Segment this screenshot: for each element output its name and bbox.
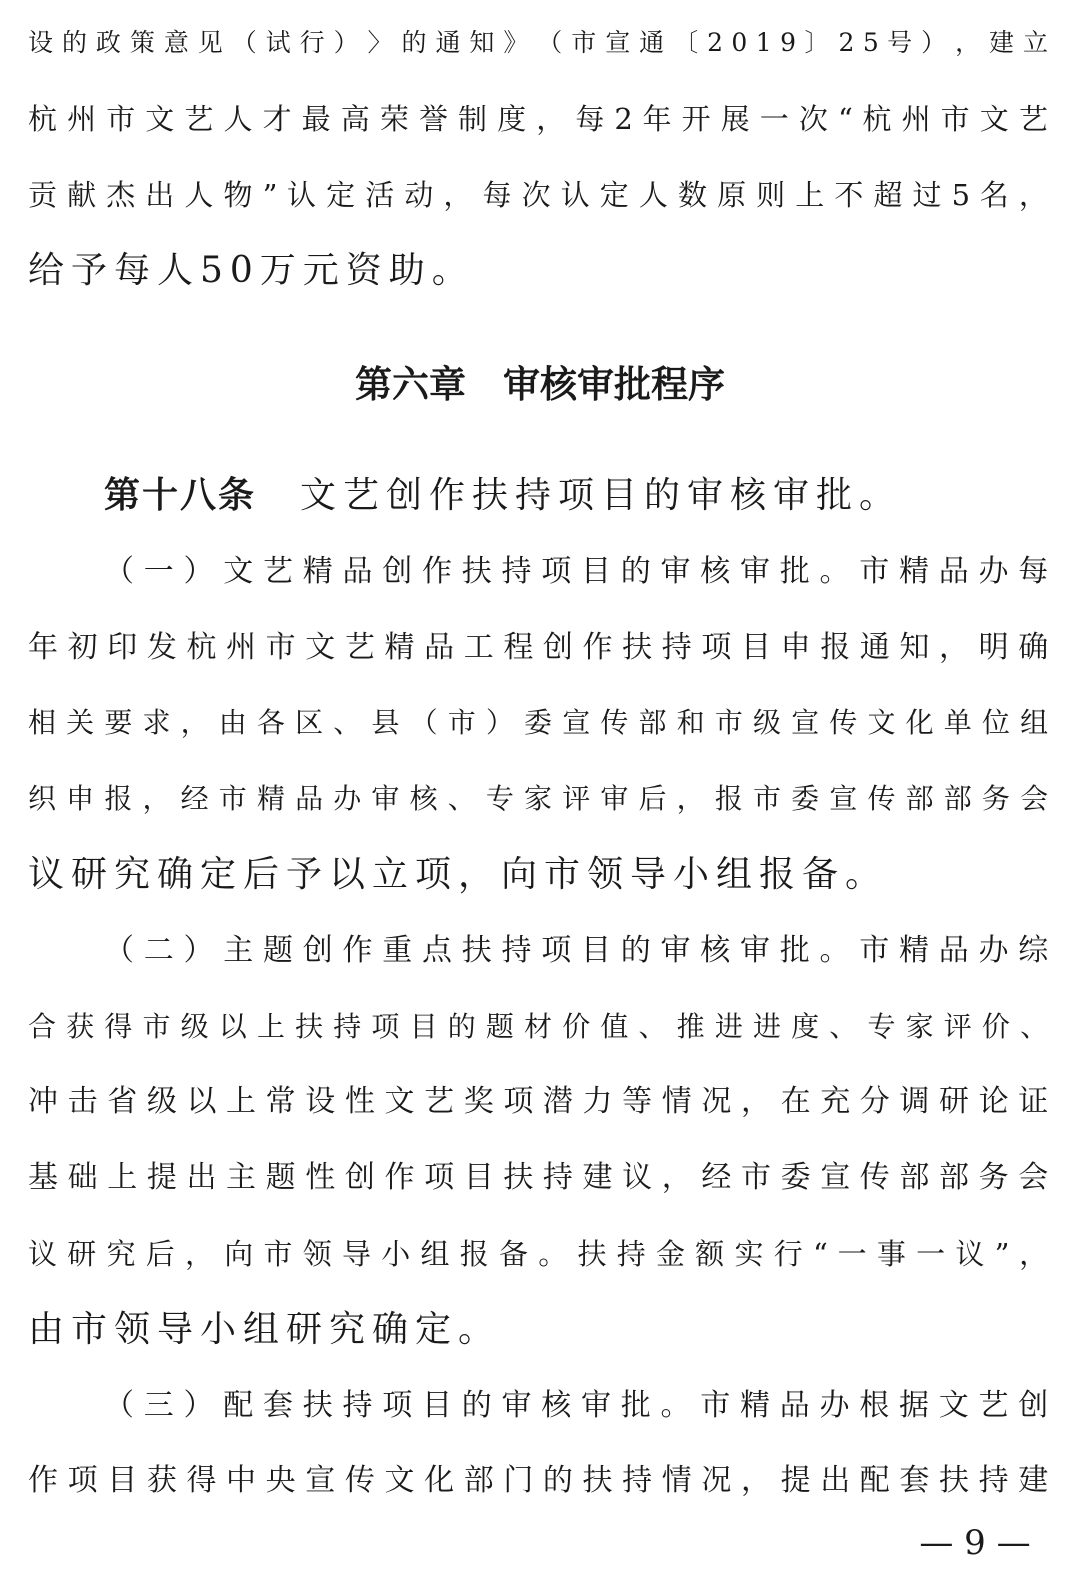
clause-line: 基 础 上 提 出 主 题 性 创 作 项 目 扶 持 建 议 ， 经 市 委 宣 传 部 部 务 会 bbox=[28, 1160, 1049, 1195]
paragraph-line: 设 的 政 策 意 见 （ 试 行 ） 〉 的 通 知 》 （ 市 宣 通 〔 2 0 1 9 〕 2 5 号 ） ， 建 立 bbox=[28, 28, 1048, 57]
article-heading bbox=[104, 471, 1048, 521]
chapter-heading: 第六章 审核审批程序 bbox=[355, 363, 725, 406]
paragraph-line: 杭 州 市 文 艺 人 才 最 高 荣 誉 制 度 ， 每 2 年 开 展 一 次 “ 杭 州 市 文 艺 bbox=[28, 102, 1048, 136]
article-label: 第十八条 bbox=[104, 475, 257, 516]
clause-line: （ 三 ） 配 套 扶 持 项 目 的 审 核 审 批 。 市 精 品 办 根 据 文 艺 创 bbox=[104, 1388, 1049, 1423]
clause-line: 合 获 得 市 级 以 上 扶 持 项 目 的 题 材 价 值 、 推 进 进 度 、 专 家 评 价 、 bbox=[28, 1010, 1049, 1043]
paragraph-line: 给予每人50万元资助。 bbox=[28, 250, 475, 291]
clause-line: 冲 击 省 级 以 上 常 设 性 文 艺 奖 项 潜 力 等 情 况 ， 在 充 分 调 研 论 证 bbox=[28, 1084, 1049, 1119]
clause-line: 相 关 要 求 ， 由 各 区 、 县 （ 市 ） 委 宣 传 部 和 市 级 宣 传 文 化 单 位 组 bbox=[28, 706, 1049, 739]
clause-line: 作 项 目 获 得 中 央 宣 传 文 化 部 门 的 扶 持 情 况 ， 提 出 配 套 扶 持 建 bbox=[28, 1463, 1049, 1498]
clause-line: 议 研 究 后 ， 向 市 领 导 小 组 报 备 。 扶 持 金 额 实 行 “ 一 事 一 议 ” ， bbox=[28, 1237, 1049, 1271]
clause-line: 年 初 印 发 杭 州 市 文 艺 精 品 工 程 创 作 扶 持 项 目 申 报 通 知 ， 明 确 bbox=[28, 630, 1049, 665]
paragraph-line: 贡 献 杰 出 人 物 ” 认 定 活 动 ， 每 次 认 定 人 数 原 则 上 不 超 过 5 名 ， bbox=[28, 178, 1048, 212]
clause-line: （ 二 ） 主 题 创 作 重 点 扶 持 项 目 的 审 核 审 批 。 市 精 品 办 综 bbox=[104, 933, 1049, 968]
article-title: 文艺创作扶持项目的审核审批。 bbox=[300, 475, 903, 516]
page-number: — 9 — bbox=[919, 1523, 1031, 1563]
clause-line: （ 一 ） 文 艺 精 品 创 作 扶 持 项 目 的 审 核 审 批 。 市 精 品 办 每 bbox=[104, 554, 1049, 589]
clause-line: 议研究确定后予以立项，向市领导小组报备。 bbox=[28, 854, 889, 895]
clause-line: 织 申 报 ， 经 市 精 品 办 审 核 、 专 家 评 审 后 ， 报 市 委 宣 传 部 部 务 会 bbox=[28, 782, 1049, 815]
clause-line: 由市领导小组研究确定。 bbox=[28, 1309, 502, 1350]
